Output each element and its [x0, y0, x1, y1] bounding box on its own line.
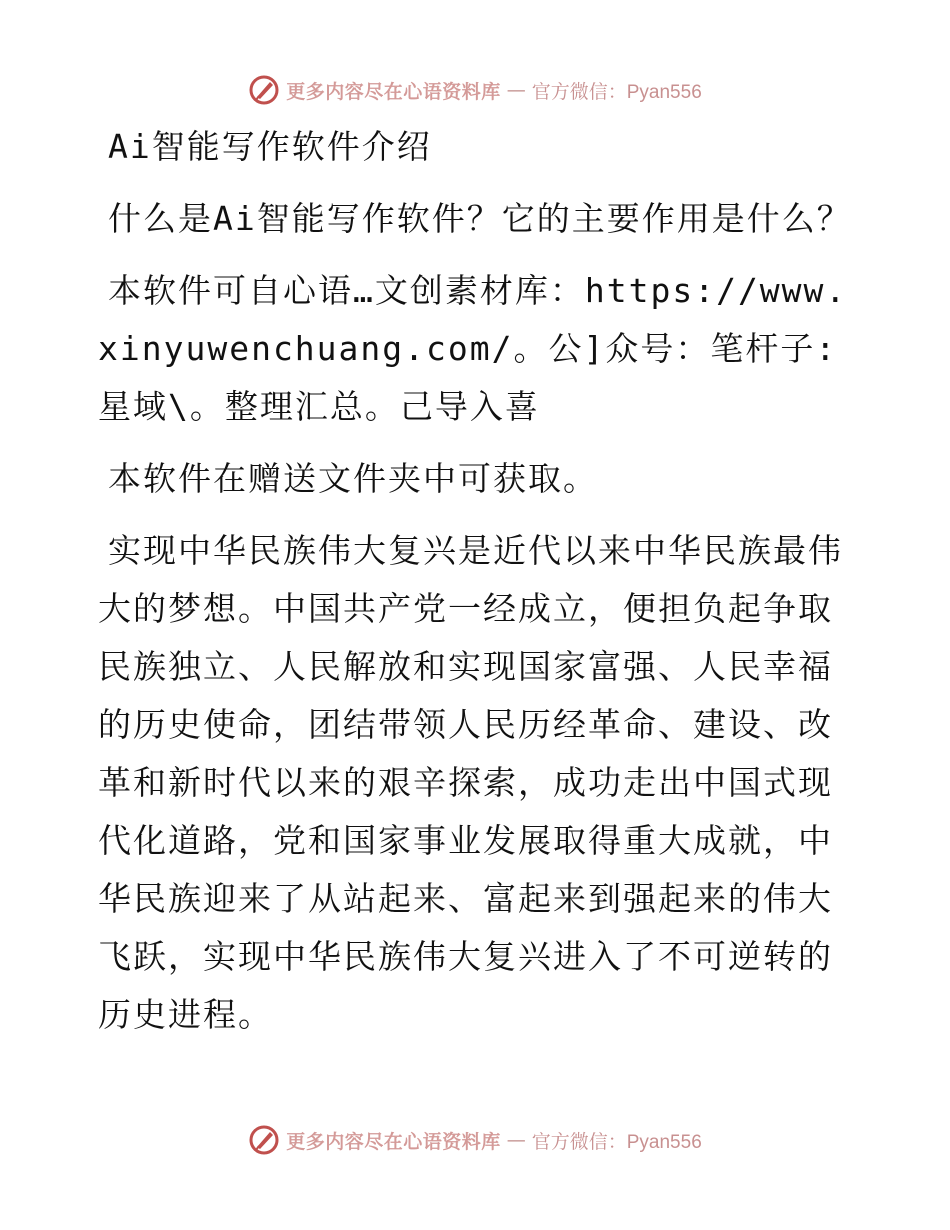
- quill-logo-icon: [248, 74, 280, 106]
- header-watermark: [0, 70, 950, 110]
- body-paragraph: 实现中华民族伟大复兴是近代以来中华民族最伟大的梦想。中国共产党一经成立，便担负起争取民族独立、人民解放和实现国家富强、人民幸福的历史使命，团结带领人民历经革命、建设、改革和新时代以来的艰辛探索，成功走出中国式现代化道路，党和国家事业发展取得重大成就，中华民族迎来了从站起来、富起来到强起来的伟大飞跃，实现中华民族伟大复兴进入了不可逆转的历史进程。: [98, 531, 843, 1034]
- quill-logo-icon: [248, 1124, 280, 1156]
- document-content: [98, 118, 858, 1058]
- note-paragraph: 本软件在赠送文件夹中可获取。: [108, 459, 598, 498]
- footer-watermark: [0, 1120, 950, 1160]
- watermark-text: 更多内容尽在心语资料库: [286, 80, 501, 103]
- watermark-text: 更多内容尽在心语资料库: [286, 1130, 501, 1153]
- watermark-dash: —: [506, 1129, 526, 1151]
- watermark-contact: 官方微信：Pyan556: [531, 1131, 702, 1153]
- question-paragraph: 什么是Ai智能写作软件？它的主要作用是什么？: [108, 199, 852, 238]
- watermark-dash: —: [506, 79, 526, 101]
- source-paragraph: 本软件可自心语…文创素材库：https://www.xinyuwenchuang.com/。公]众号：笔杆子:星域\。整理汇总。己导入喜: [98, 271, 848, 426]
- watermark-contact: 官方微信：Pyan556: [531, 81, 702, 103]
- document-title: Ai智能写作软件介绍: [108, 127, 432, 166]
